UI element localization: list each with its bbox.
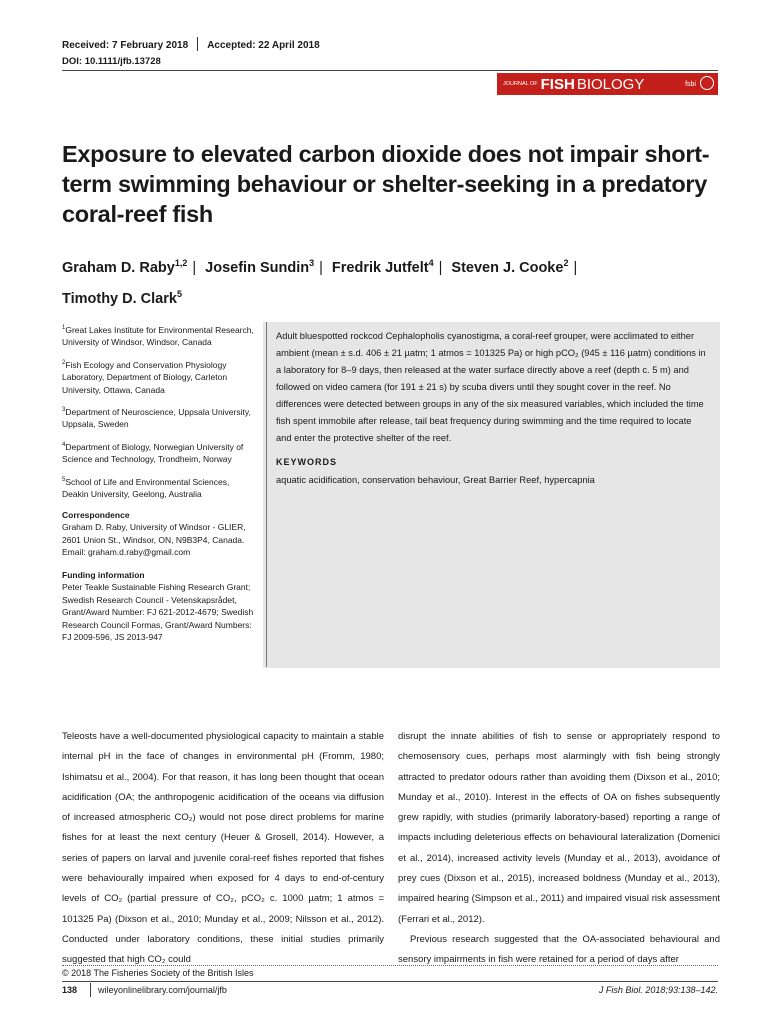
author-affiliation-marker: 5 — [176, 288, 182, 299]
affiliation-text: Great Lakes Institute for Environmental Research, University of Windsor, Windsor, Canada — [62, 324, 254, 348]
affiliation-text: Fish Ecology and Conservation Physiology Laboratory, Department of Biology, Carleton University, Ottawa, Canada — [62, 359, 228, 395]
footer-dotted-rule — [62, 965, 718, 966]
author-name: Fredrik Jutfelt — [331, 259, 429, 276]
author-name: Steven J. Cooke — [451, 259, 564, 276]
received-accepted-dates — [62, 37, 320, 51]
author-affiliation-marker: 4 — [428, 258, 434, 268]
correspondence-address: Graham D. Raby, University of Windsor - GLIER, 2601 Union St., Windsor, ON, N9B3P4, Canada. — [62, 522, 246, 545]
society-logo-text: fsbi — [685, 80, 696, 88]
journal-prefix: JOURNAL OF — [503, 81, 538, 87]
affiliations-column — [62, 322, 258, 652]
funding-heading: Funding information — [62, 569, 145, 580]
affiliation-text: School of Life and Environmental Sciences, Deakin University, Geelong, Australia — [62, 476, 230, 500]
doi[interactable]: DOI: 10.1111/jfb.13728 — [62, 56, 161, 67]
author-separator: | — [438, 259, 443, 276]
journal-banner — [497, 73, 718, 95]
affiliation-number: 2 — [62, 359, 66, 366]
author-name: Graham D. Raby — [62, 259, 175, 276]
copyright-notice: © 2018 The Fisheries Society of the British Isles — [62, 968, 254, 978]
affiliation-text: Department of Neuroscience, Uppsala University, Uppsala, Sweden — [62, 406, 251, 430]
affiliation-text: Department of Biology, Norwegian University of Science and Technology, Trondheim, Norway — [62, 441, 244, 465]
received-date: Received: 7 February 2018 — [62, 40, 189, 51]
journal-url[interactable]: wileyonlinelibrary.com/journal/jfb — [98, 985, 227, 995]
affiliation — [62, 357, 258, 396]
author-separator: | — [319, 259, 323, 276]
abstract-text: Adult bluespotted rockcod Cephalopholis cyanostigma, a coral-reef grouper, were acclimated to either ambient (mean ± s.d. 406 ± 21 µatm; 1 atmos = 101325 Pa) or high pCO₂ (945 ± 116 µatm) conditions in a laboratory for 8–9 days, then released at the water surface directly above a reef (depth c. 5 m) and followed on video camera (for 191 ± 21 s) by scuba divers until they sought cover in the reef. No differences were detected between groups in any of the six measured variables, which included the time fish spent immobile after release, tail beat frequency during swimming and the time required to locate and enter the protective shelter of the reef. — [276, 331, 706, 443]
author-name: Timothy D. Clark — [62, 290, 177, 307]
body-paragraph: disrupt the innate abilities of fish to sense or appropriately respond to chemosensory cues, perhaps most alarmingly with fish being strongly attracted to predator odours rather than avoiding them (Dixson et al., 2010; Munday et al., 2010). Interest in the effects of OA on fishes subsequently grew rapidly, with studies (primarily laboratory-based) reporting a range of impacts including deleterious effects on behavioural lateralization (Domenici et al., 2014), increased activity levels (Munday et al., 2013), avoidance of prey cues (Dixson et al., 2015), increased boldness (Munday et al., 2013), impaired hearing (Simpson et al., 2011) and impaired visual risk assessment (Ferrari et al., 2012). — [398, 731, 720, 925]
body-paragraph: Teleosts have a well-documented physiological capacity to maintain a stable internal pH in the face of changes in environmental pH (Fromm, 1980; Ishimatsu et al., 2004). For that reason, it has long been thought that ocean acidification (OA; the anthropogenic acidification of the oceans via diffusion of increased atmospheric CO₂) would not pose direct problems for marine fishes for at least the next century (Heuer & Grosell, 2014). However, a series of papers on larval and juvenile coral-reef fishes reported that fishes were behaviourally impaired when exposed for 4 days to end-of-century levels of CO₂ (partial pressure of CO₂, pCO₂ c. 1000 µatm; 1 atmos = 101325 Pa) (Dixson et al., 2010; Munday et al., 2009; Nilsson et al., 2012). Conducted under laboratory conditions, these initial studies primarily suggested that high CO₂ could — [62, 731, 384, 966]
correspondence-heading: Correspondence — [62, 509, 130, 520]
society-logo-icon — [700, 76, 714, 90]
footer-rule — [62, 981, 718, 982]
author-affiliation-marker: 2 — [563, 258, 569, 268]
affiliation — [62, 404, 258, 431]
author-affiliation-marker: 3 — [309, 258, 315, 268]
affiliation-number: 4 — [62, 441, 66, 448]
funding-information — [62, 569, 258, 644]
article-title: Exposure to elevated carbon dioxide does not impair short-term swimming behaviour or shelter-seeking in a predatory coral-reef fish — [62, 141, 710, 227]
page-number: 138 — [62, 985, 78, 995]
date-separator — [197, 37, 198, 51]
keywords-list: aquatic acidification, conservation behaviour, Great Barrier Reef, hypercapnia — [276, 475, 595, 485]
body-paragraph: Previous research suggested that the OA-associated behavioural and sensory impairments in fish were retained for a period of days after — [398, 933, 720, 966]
journal-name-biology: BIOLOGY — [576, 75, 645, 93]
journal-name-fish: FISH — [540, 75, 575, 93]
affiliation — [62, 322, 258, 349]
author-separator: | — [192, 259, 197, 276]
author-affiliation-marker: 1,2 — [174, 258, 188, 268]
footer-separator — [90, 983, 91, 997]
affiliation-number: 3 — [62, 407, 66, 414]
abstract-divider — [266, 322, 267, 667]
affiliation-number: 1 — [62, 325, 66, 331]
body-column-left — [62, 727, 384, 971]
journal-citation: J Fish Biol. 2018;93:138–142. — [598, 985, 718, 995]
correspondence-email[interactable]: Email: graham.d.raby@gmail.com — [62, 547, 191, 558]
accepted-date: Accepted: 22 April 2018 — [207, 40, 320, 51]
author-name: Josefin Sundin — [205, 259, 310, 276]
affiliation-number: 5 — [62, 476, 66, 483]
keywords-heading: KEYWORDS — [276, 457, 338, 467]
author-list — [62, 250, 722, 312]
affiliation — [62, 474, 258, 501]
affiliation — [62, 439, 258, 466]
header-rule — [62, 70, 718, 71]
funding-text: Peter Teakle Sustainable Fishing Research Grant; Swedish Research Council - Vetenskapsrådet, Grant/Award Number: FJ 621-2012-4679; Swedish Research Council Formas, Grant/Award Numbers: FJ 2009-596, JS 2013-947 — [62, 582, 254, 643]
abstract-box — [263, 322, 720, 668]
author-separator: | — [573, 259, 578, 276]
correspondence — [62, 509, 258, 559]
body-column-right — [398, 727, 720, 971]
